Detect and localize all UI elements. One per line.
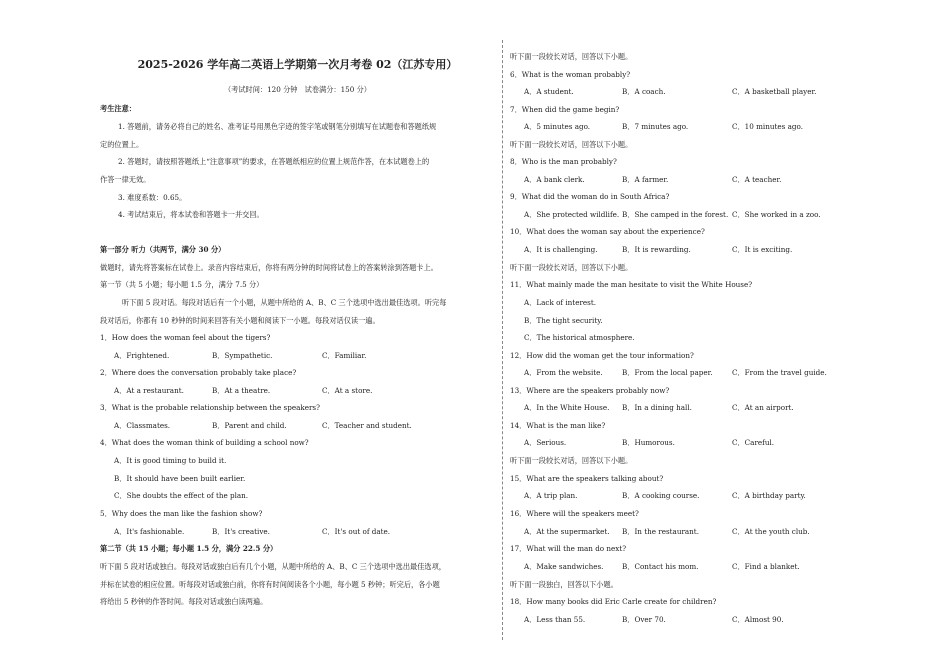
option-c[interactable]: C．Careful. [732, 438, 775, 447]
section2-intro: 将给出 5 秒钟的作答时间。每段对话或独白读两遍。 [100, 597, 268, 606]
option-c[interactable]: C．The historical atmosphere. [524, 333, 635, 342]
question: 12．How did the woman get the tour information? [510, 351, 694, 360]
option-c[interactable]: C．Teacher and student. [322, 421, 412, 430]
option-a[interactable]: A．A bank clerk. [524, 175, 585, 184]
question: 9．What did the woman do in South Africa? [510, 192, 670, 201]
option-c[interactable]: C．Find a blanket. [732, 562, 800, 571]
option-a[interactable]: A．At a restaurant. [114, 386, 184, 395]
option-a[interactable]: A．It is challenging. [524, 245, 598, 254]
option-a[interactable]: A．Less than 55. [524, 615, 586, 624]
notice-line: 定的位置上。 [100, 140, 144, 149]
notice-heading: 考生注意： [100, 104, 136, 113]
option-b[interactable]: B．7 minutes ago. [622, 122, 689, 131]
question: 3．What is the probable relationship between the speakers? [100, 403, 320, 412]
option-a[interactable]: A．At the supermarket. [524, 527, 610, 536]
section1-intro: 听下面 5 段对话。每段对话后有一个小题，从题中所给的 A、B、C 三个选项中选出最佳选项。听完每 [122, 298, 447, 307]
notice-line: 作答一律无效。 [100, 175, 151, 184]
option-b[interactable]: B．In a dining hall. [622, 403, 692, 412]
section2-intro: 听下面 5 段对话或独白。每段对话或独白后有几个小题，从题中所给的 A、B、C 三个选项中选出最佳选项， [100, 562, 446, 571]
question: 18．How many books did Eric Carle create for children? [510, 597, 717, 606]
notice-line: 1. 答题前，请务必将自己的姓名、准考证号用黑色字迹的签字笔或钢笔分别填写在试题卷和答题纸规 [118, 122, 437, 131]
option-b[interactable]: B．Sympathetic. [212, 351, 273, 360]
option-c[interactable]: C．She worked in a zoo. [732, 210, 821, 219]
option-a[interactable]: A．Serious. [524, 438, 567, 447]
option-a[interactable]: A．A trip plan. [524, 491, 578, 500]
option-b[interactable]: B．It is rewarding. [622, 245, 691, 254]
section2-heading: 第二节（共 15 小题；每小题 1.5 分，满分 22.5 分） [100, 544, 278, 553]
column-divider [502, 40, 503, 640]
listen-instruction: 听下面一段较长对话，回答以下小题。 [510, 263, 633, 272]
option-c[interactable]: C．She doubts the effect of the plan. [114, 491, 249, 500]
question: 2．Where does the conversation probably take place? [100, 368, 297, 377]
option-a[interactable]: A．Classmates. [114, 421, 171, 430]
option-c[interactable]: C．At an airport. [732, 403, 794, 412]
listen-instruction: 听下面一段较长对话，回答以下小题。 [510, 52, 633, 61]
listen-instruction: 听下面一段独白，回答以下小题。 [510, 580, 618, 589]
part1-intro: 做题时，请先将答案标在试卷上。录音内容结束后，你将有两分钟的时间将试卷上的答案转涂到答题卡上。 [100, 263, 438, 272]
question: 5．Why does the man like the fashion show? [100, 509, 263, 518]
option-c[interactable]: C．Familiar. [322, 351, 367, 360]
question: 13．Where are the speakers probably now? [510, 386, 670, 395]
exam-info: （考试时间：120 分钟 试卷满分：150 分） [223, 85, 371, 94]
question: 4．What does the woman think of building a school now? [100, 438, 309, 447]
option-c[interactable]: C．10 minutes ago. [732, 122, 803, 131]
option-b[interactable]: B．Contact his mom. [622, 562, 699, 571]
question: 16．Where will the speakers meet? [510, 509, 639, 518]
section1-heading: 第一节（共 5 小题；每小题 1.5 分，满分 7.5 分） [100, 280, 264, 289]
option-a[interactable]: A．Lack of interest. [524, 298, 596, 307]
option-b[interactable]: B．Parent and child. [212, 421, 287, 430]
part1-heading: 第一部分 听力（共两节，满分 30 分） [100, 245, 226, 254]
option-b[interactable]: B．From the local paper. [622, 368, 713, 377]
option-a[interactable]: A．A student. [524, 87, 574, 96]
question: 11．What mainly made the man hesitate to visit the White House? [510, 280, 753, 289]
option-a[interactable]: A．Make sandwiches. [524, 562, 604, 571]
option-b[interactable]: B．Over 70. [622, 615, 666, 624]
option-b[interactable]: B．She camped in the forest. [622, 210, 729, 219]
option-a[interactable]: A．Frightened. [114, 351, 170, 360]
notice-line: 3. 难度系数：0.65。 [118, 193, 187, 202]
listen-instruction: 听下面一段较长对话，回答以下小题。 [510, 140, 633, 149]
option-a[interactable]: A．She protected wildlife. [524, 210, 620, 219]
option-c[interactable]: C．A basketball player. [732, 87, 817, 96]
page-title: 2025-2026 学年高二英语上学期第一次月考卷 02（江苏专用） [137, 58, 458, 71]
option-a[interactable]: A．In the White House. [524, 403, 610, 412]
question: 14．What is the man like? [510, 421, 606, 430]
question: 1．How does the woman feel about the tigers? [100, 333, 271, 342]
option-c[interactable]: C．It's out of date. [322, 527, 391, 536]
option-b[interactable]: B．In the restaurant. [622, 527, 699, 536]
option-b[interactable]: B．A coach. [622, 87, 666, 96]
option-b[interactable]: B．It's creative. [212, 527, 270, 536]
option-a[interactable]: A．It is good timing to build it. [114, 456, 227, 465]
option-b[interactable]: B．A farmer. [622, 175, 669, 184]
section1-intro: 段对话后，你都有 10 秒钟的时间来回答有关小题和阅读下一小题。每段对话仅读一遍。 [100, 316, 380, 325]
question: 8．Who is the man probably? [510, 157, 617, 166]
option-c[interactable]: C．Almost 90. [732, 615, 784, 624]
notice-line: 4. 考试结束后，将本试卷和答题卡一并交回。 [118, 210, 264, 219]
option-b[interactable]: B．At a theatre. [212, 386, 271, 395]
option-b[interactable]: B．The tight security. [524, 316, 603, 325]
question: 17．What will the man do next? [510, 544, 627, 553]
question: 6．What is the woman probably? [510, 70, 631, 79]
option-c[interactable]: C．From the travel guide. [732, 368, 827, 377]
option-a[interactable]: A．It's fashionable. [114, 527, 185, 536]
listen-instruction: 听下面一段较长对话，回答以下小题。 [510, 456, 633, 465]
notice-line: 2. 答题时，请按照答题纸上“注意事项”的要求，在答题纸相应的位置上规范作答，在本试题卷上的 [118, 157, 430, 166]
option-b[interactable]: B．A cooking course. [622, 491, 700, 500]
question: 7．When did the game begin? [510, 105, 620, 114]
option-c[interactable]: C．It is exciting. [732, 245, 793, 254]
option-c[interactable]: C．At the youth club. [732, 527, 810, 536]
option-a[interactable]: A．From the website. [524, 368, 603, 377]
question: 15．What are the speakers talking about? [510, 474, 664, 483]
option-b[interactable]: B．It should have been built earlier. [114, 474, 246, 483]
question: 10．What does the woman say about the experience? [510, 227, 705, 236]
section2-intro: 并标在试卷的相应位置。听每段对话或独白前，你将有时间阅读各个小题，每小题 5 秒钟；听完后，各小题 [100, 580, 440, 589]
option-b[interactable]: B．Humorous. [622, 438, 675, 447]
option-c[interactable]: C．A teacher. [732, 175, 782, 184]
option-c[interactable]: C．At a store. [322, 386, 373, 395]
option-a[interactable]: A．5 minutes ago. [524, 122, 591, 131]
option-c[interactable]: C．A birthday party. [732, 491, 806, 500]
